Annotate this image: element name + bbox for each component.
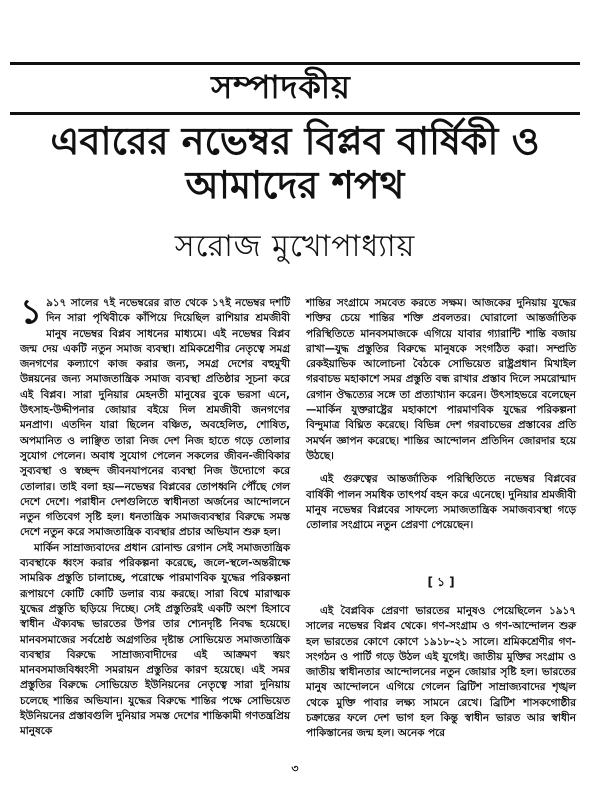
section-title: সম্পাদকীয় [211,68,351,106]
section-rule-top [10,62,580,65]
article-paragraph: মার্কিন সাম্রাজ্যবাদের প্রধান রোনাল্ড রেগান সেই সমাজতান্ত্রিক ব্যবস্থাকে ধ্বংস করার পরিকল্পনা করেছে, জলে-স্থলে-অন্তরীক্ষে সামরিক প্রস্তুতি চালাচ্ছে, পরোক্ষে পারমাণবিক যুদ্ধের পরিকল্পনা রূপায়ণে কোটি কোটি ডলার ব্যয় করছে। সারা বিশ্বে মারাত্মক যুদ্ধের প্রস্তুতি ছড়িয়ে দিচ্ছে। সেই প্রস্তুতিরই একটি অংশ হিসাবে স্বাধীন ঐক্যবদ্ধ ভারতের উপর তার শ্যেনদৃষ্টি নিবদ্ধ হয়েছে। মানবসমাজের সর্বশ্রেষ্ঠ অগ্রগতির দৃষ্টান্ত সোভিয়েত সমাজতান্ত্রিক ব্যবস্থার বিরুদ্ধে সাম্রাজ্যবাদীদের এই আক্রমণ স্বয়ং মানবসমাজবিধ্বংসী সমরায়ন প্রস্তুতির কারণ হয়েছে। এই সমর প্রস্তুতির বিরুদ্ধে সোভিয়েত ইউনিয়নের নেতৃত্বে সারা দুনিয়ায় চলেছে শান্তির অভিযান। যুদ্ধের বিরুদ্ধে শান্তির পক্ষে সোভিয়েত ইউনিয়নের প্রস্তাবগুলি দুনিয়ার সমস্ত দেশের শান্তিকামী গণতন্ত্রপ্রিয় মানুষকে [20,541,290,738]
paragraph-text: ৯১৭ সালের ৭ই নভেম্বরের রাত থেকে ১৭ই নভেম্বর দশটি দিন সারা পৃথিবীকে কাঁপিয়ে দিয়েছিল রাশিয়ার শ্রমজীবী মানুষ নভেম্বর বিপ্লব সাধনের মাধ্যমে। এই নভেম্বর বিপ্লব জন্ম দেয় একটি নতুন সমাজ ব্যবস্থা। শ্রমিকশ্রেণীর নেতৃত্বে সমগ্র জনগণের কল্যাণে কাজ করার জন্য, সমগ্র দেশের বহুমুখী উন্নয়নের জন্য সমাজতান্ত্রিক সমাজ ব্যবস্থা প্রতিষ্ঠার সূচনা করে এই বিপ্লব। সারা দুনিয়ার মেহনতী মানুষের বুকে ভরসা এনে, উৎসাহ-উদ্দীপনার জোয়ার বইয়ে দিল শ্রমজীবী জনগণের মনপ্রাণ। এতদিন যারা ছিলেন বঞ্চিত, অবহেলিত, শোষিত, অপমানিত ও লাঞ্ছিত তারা নিজ দেশ নিজ হাতে গড়ে তোলার সুযোগ পেলেন। অবাধ সুযোগ পেলেন সকলের জীবন-জীবিকার সুব্যবস্থা ও স্বচ্ছন্দ জীবনযাপনের ব্যবস্থা নিজ উদ্যোগে করে তোলার। তাই বলা হয়—নভেম্বর বিপ্লবের তোপধ্বনি পৌঁছে গেল দেশে দেশে। পরাধীন দেশগুলিতে স্বাধীনতা অর্জনের আন্দোলনে নতুন গতিবেগ সৃষ্টি হল। ধনতান্ত্রিক সমাজব্যবস্থার বিরুদ্ধে সমস্ত দেশে নতুন করে সমাজতান্ত্রিক ব্যবস্থার প্রচার অভিযান শুরু হল। [20,297,290,539]
article-paragraph: এই বৈপ্লবিক প্রেরণা ভারতের মানুষও পেয়েছিলেন ১৯১৭ সালের নভেম্বর বিপ্লব থেকে। গণ-সংগ্রাম ও গণ-আন্দোলন শুরু হল ভারতের কোণে কোণে ১৯১৮-২১ সালে। শ্রমিকশ্রেণীর গণ-সংগঠন ও পার্টি গড়ে উঠল এই যুগেই। জাতীয় মুক্তির সংগ্রাম ও জাতীয় স্বাধীনতার আন্দোলনের নতুন জোয়ার সৃষ্টি হল। ভারতের মানুষ আন্দোলনে এগিয়ে গেলেন ব্রিটিশ সাম্রাজ্যবাদের শৃঙ্খল থেকে মুক্তি পাবার লক্ষ্য সামনে রেখে। ব্রিটিশ শাসকগোষ্ঠীর চক্রান্তের ফলে দেশ ভাগ হল কিন্তু স্বাধীন ভারত আর স্বাধীন পাকিস্তানের জন্ম হল। অনেক পরে [306,605,576,740]
article-column-right-continued [306,604,576,742]
headline-line-1: এবারের নভেম্বর বিপ্লব বার্ষিকী ও [50,119,540,163]
drop-cap: ১ [20,292,43,332]
article-paragraph: শান্তির সংগ্রামে সমবেত করতে সক্ষম। আজকের দুনিয়ায় যুদ্ধের শক্তির চেয়ে শান্তির শক্তি প্রবলতর। ঘোরালো আন্তর্জাতিক পরিস্থিতিতে মানবসমাজকে এগিয়ে যাবার গ্যারান্টি শান্তি বজায় রাখা—যুদ্ধ প্রস্তুতির বিরুদ্ধে মানুষকে সংগঠিত করা। সম্প্রতি রেকইয়াভিক আলোচনা বৈঠকে সোভিয়েত রাষ্ট্রপ্রধান মিখাইল গরবাচভ মহাকাশে সমর প্রস্তুতি বন্ধ রাখার প্রস্তাব দিলে সমরোন্মাদ রেগান ঔদ্ধত্যের সঙ্গে তা প্রত্যাখ্যান করেন। উৎসাহভরে বলেছেন—মার্কিন যুক্তরাষ্ট্রের মহাকাশে পারমাণবিক যুদ্ধের পরিকল্পনা বিন্দুমাত্র বিঘ্নিত করেছে। বিভিন্ন দেশ গরবাচভের প্রস্তাবের প্রতি সমর্থন জ্ঞাপন করেছে। শান্তির আন্দোলন প্রতিদিন জোরদার হয়ে উঠছে। [306,297,576,462]
article-paragraph [20,292,290,541]
article-paragraph: এই গুরুত্বের আন্তর্জাতিক পরিস্থিতিতে নভেম্বর বিপ্লবের বার্ষিকী পালন সমধিক তাৎপর্য বহন করে এনেছে। দুনিয়ার শ্রমজীবী মানুষ নভেম্বর বিপ্লবের সাফল্যে সমাজতান্ত্রিক সমাজব্যবস্থা গড়ে তোলার সংগ্রামে নতুন প্রেরণা পেয়েছেন। [306,473,576,532]
section-banner [150,68,412,106]
page-number: ৩ [291,762,299,775]
section-rule-bottom [10,112,580,115]
article-column-right [306,296,576,533]
section-marker: [ ১ ] [427,575,455,589]
article-column-left [20,292,290,740]
headline [20,120,570,207]
author-byline: সরোজ মুখোপাধ্যায় [174,229,416,264]
headline-line-2: আমাদের শপথ [185,162,405,207]
